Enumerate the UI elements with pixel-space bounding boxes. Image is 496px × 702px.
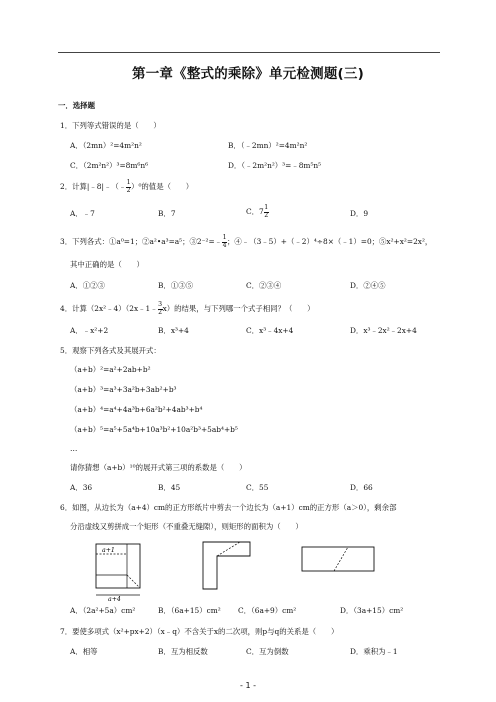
q6-option-c: C．（6a+9）cm² [238, 606, 297, 615]
q2-stem-pre: 2．计算|﹣8|﹣（﹣ [60, 182, 127, 191]
q3-option-b: B．①③⑤ [158, 281, 193, 290]
q5-expansion-1: （a+b）²=a²+2ab+b² [70, 365, 151, 374]
q6-option-b: B．（6a+15）cm² [158, 606, 221, 615]
rectangle-outline [302, 547, 374, 571]
q6-figure-lshape [200, 539, 260, 601]
q5-option-a: A．36 [70, 483, 93, 492]
q5-question: 请你猜想（a+b）¹⁰的展开式第三项的系数是（ ） [70, 463, 247, 472]
q4-frac-den: 2 [158, 308, 163, 316]
q7-option-c: C．互为倒数 [246, 647, 289, 656]
q2-option-c-frac [264, 205, 269, 219]
q1-option-b: B．（﹣2mn）²=4m²n² [228, 141, 308, 150]
q7-option-d: D．乘积为﹣1 [350, 647, 398, 656]
q1-option-d: D．（﹣2m²n²）³=﹣8m⁵n⁵ [228, 161, 322, 170]
q6-stem-line1: 6．如图，从边长为（a+4）cm的正方形纸片中剪去一个边长为（a+1）cm的正方形（a＞0），剩余部 [60, 503, 397, 512]
q2-frac-den: 2 [126, 186, 131, 194]
q1-stem: 1．下列等式错误的是（ ） [60, 121, 161, 130]
q6-figure-rectangle [300, 544, 380, 584]
q5-expansion-3: （a+b）⁴=a⁴+4a³b+6a²b²+4ab³+b⁴ [70, 405, 203, 414]
q3-stem-post: ；④﹣（3﹣5）+（﹣2）⁴÷8×（﹣1）=0；⑤x²+x²=2x²， [227, 237, 433, 246]
q5-option-c: C．55 [246, 483, 269, 492]
q1-option-c: C．（2m²n²）³=8m⁶n⁶ [70, 161, 149, 170]
q5-option-b: B．45 [158, 483, 181, 492]
q2-stem-post: ）⁰的值是（ ） [131, 182, 194, 191]
q2-option-b: B．7 [158, 209, 176, 218]
q3-stem-pre: 3．下列各式：①a⁰=1；②a²•a³=a⁵；③2⁻²=﹣ [60, 237, 223, 246]
section-heading: 一．选择题 [58, 101, 95, 110]
q4-option-a: A．﹣x²+2 [70, 326, 109, 335]
q6-fig-label-a4: a+4 [108, 596, 121, 601]
q6-fig-label-a1: a+1 [102, 547, 115, 554]
q3-option-d: D．②④⑤ [350, 281, 386, 290]
q3-frac-num: 1 [222, 234, 227, 241]
q6-fig-cut-dashed [127, 575, 140, 588]
q5-option-d: D．66 [350, 483, 373, 492]
q6-option-d: D．（3a+15）cm² [340, 606, 404, 615]
q5-expansion-4: （a+b）⁵=a⁵+5a⁴b+10a³b²+10a²b³+5ab⁴+b⁵ [70, 425, 238, 434]
q7-option-a: A．相等 [70, 647, 98, 656]
q4-option-b: B．x³+4 [158, 326, 189, 335]
q3-option-a: A．①②③ [70, 281, 105, 290]
q3-stem-line2: 其中正确的是（ ） [70, 260, 144, 269]
page-number: - 1 - [240, 681, 256, 690]
q1-option-a: A．（2mn）²=4m²n² [70, 141, 142, 150]
q2-option-c [246, 205, 269, 219]
l-shape-outline [203, 542, 250, 589]
q6-stem-line2: 分沿虚线又剪拼成一个矩形（不重叠无缝隙），则矩形的面积为（ ） [70, 522, 303, 531]
q3-frac-den: 4 [222, 241, 227, 249]
l-shape-dashed-cut [217, 542, 240, 556]
q4-option-c: C．x³﹣4x+4 [246, 326, 294, 335]
q2-option-a: A．﹣7 [70, 209, 95, 218]
q4-stem-pre: 4．计算（2x²﹣4）（2x﹣1﹣ [60, 304, 158, 313]
q2-c-num: 1 [264, 204, 269, 211]
q3-stem [60, 235, 432, 247]
q2-c-den: 2 [264, 211, 269, 219]
q6-figure-square [90, 539, 150, 601]
q2-frac-num: 1 [126, 179, 131, 186]
q5-dots: … [70, 444, 78, 453]
q4-option-d: D．x³﹣2x²﹣2x+4 [350, 326, 417, 335]
q4-frac-num: 3 [158, 301, 163, 308]
q5-stem: 5．观察下列各式及其展开式： [60, 346, 161, 355]
q2-stem [60, 180, 193, 192]
q5-expansion-2: （a+b）³=a³+3a²b+3ab²+b³ [70, 385, 177, 394]
q6-option-a: A．（2a²+5a）cm² [70, 606, 136, 615]
q2-option-c-pre: C．7 [246, 207, 264, 216]
q3-option-c: C．②③④ [246, 281, 282, 290]
rectangle-dashed-cut [334, 547, 348, 571]
header-rule [58, 52, 440, 53]
q4-stem-post: x）的结果，与下列哪一个式子相同？（ ） [162, 304, 315, 313]
q2-option-d: D．9 [350, 209, 369, 218]
q4-stem [60, 302, 315, 314]
q7-stem: 7．要使多项式（x²+px+2）（x﹣q）不含关于x的二次项，则p与q的关系是（ ） [60, 627, 339, 636]
q7-option-b: B．互为相反数 [158, 647, 208, 656]
page-title: 第一章《整式的乘除》单元检测题(三) [132, 66, 364, 82]
